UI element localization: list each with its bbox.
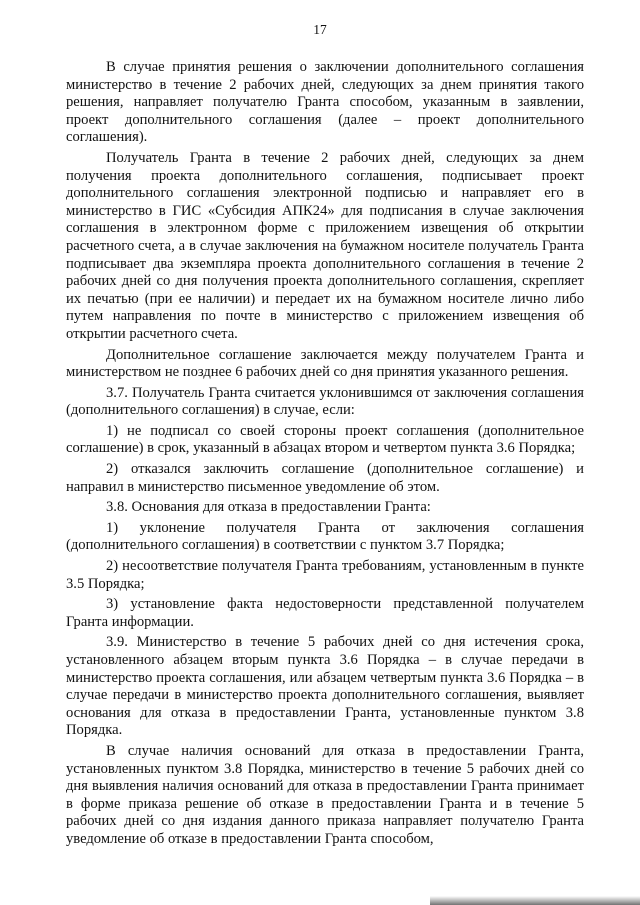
paragraph-3-8-item-1: 1) уклонение получателя Гранта от заключения соглашения (дополнительного соглашения) в соответствии с пунктом 3.7 Порядка; xyxy=(66,519,584,554)
page-number: 17 xyxy=(313,22,327,37)
paragraph-3-7-item-1: 1) не подписал со своей стороны проект соглашения (дополнительное соглашение) в срок, указанный в абзацах втором и четвертом пункта 3.6 Порядка; xyxy=(66,422,584,457)
paragraph-3-8-item-2: 2) несоответствие получателя Гранта требованиям, установленным в пункте 3.5 Порядка; xyxy=(66,558,584,592)
paragraph-3-9: 3.9. Министерство в течение 5 рабочих дней со дня истечения срока, установленного абзацем вторым пункта 3.6 Порядка – в случае передачи в министерство проекта соглашения, или абзацем четвертым пункта 3.6 Порядка – в случае передачи в министерство проекта дополнительного соглашения, выявляет основания для отказа в предоставлении Гранта, установленные пунктом 3.8 Порядка. xyxy=(66,634,584,739)
paragraph-3-9-continued: В случае наличия оснований для отказа в предоставлении Гранта, установленных пунктом 3.8 Порядка, министерство в течение 5 рабочих дней со дня выявления наличия оснований для отказа в предоставлении Гранта принимает в форме приказа решение об отказе в предоставлении Гранта и в течение 5 рабочих дней со дня издания данного приказа направляет получателю Гранта уведомление об отказе в предоставлении Гранта способом, xyxy=(66,742,584,847)
document-body xyxy=(66,59,584,849)
paragraph-3: Дополнительное соглашение заключается между получателем Гранта и министерством не позднее 6 рабочих дней со дня принятия указанного решения. xyxy=(66,346,584,381)
paragraph-3-7: 3.7. Получатель Гранта считается уклонившимся от заключения соглашения (дополнительного соглашения) в случае, если: xyxy=(66,384,584,419)
paragraph-1: В случае принятия решения о заключении дополнительного соглашения министерство в течение 2 рабочих дней, следующих за днем принятия такого решения, направляет получателю Гранта способом, указанным в заявлении, проект дополнительного соглашения (далее – проект дополнительного соглашения). xyxy=(66,59,584,146)
scan-edge-shadow xyxy=(430,896,640,905)
paragraph-3-7-item-2: 2) отказался заключить соглашение (дополнительное соглашение) и направил в министерство письменное уведомление об этом. xyxy=(66,461,584,495)
paragraph-3-8-item-3: 3) установление факта недостоверности представленной получателем Гранта информации. xyxy=(66,596,584,630)
paragraph-2: Получатель Гранта в течение 2 рабочих дней, следующих за днем получения проекта дополнительного соглашения, подписывает проект дополнительного соглашения электронной подписью и направляет его в министерство в ГИС «Субсидия АПК24» для подписания в случае заключения соглашения в электронном форме с приложением извещения об открытии расчетного счета, а в случае заключения на бумажном носителе получатель Гранта подписывает два экземпляра проекта дополнительного соглашения в течение 2 рабочих дней со дня получения проекта дополнительного соглашения, скрепляет их печатью (при ее наличии) и передает их на бумажном носителе лично либо путем направления по почте в министерство с приложением извещения об открытии расчетного счета. xyxy=(66,149,584,342)
paragraph-3-8: 3.8. Основания для отказа в предоставлении Гранта: xyxy=(106,499,431,516)
